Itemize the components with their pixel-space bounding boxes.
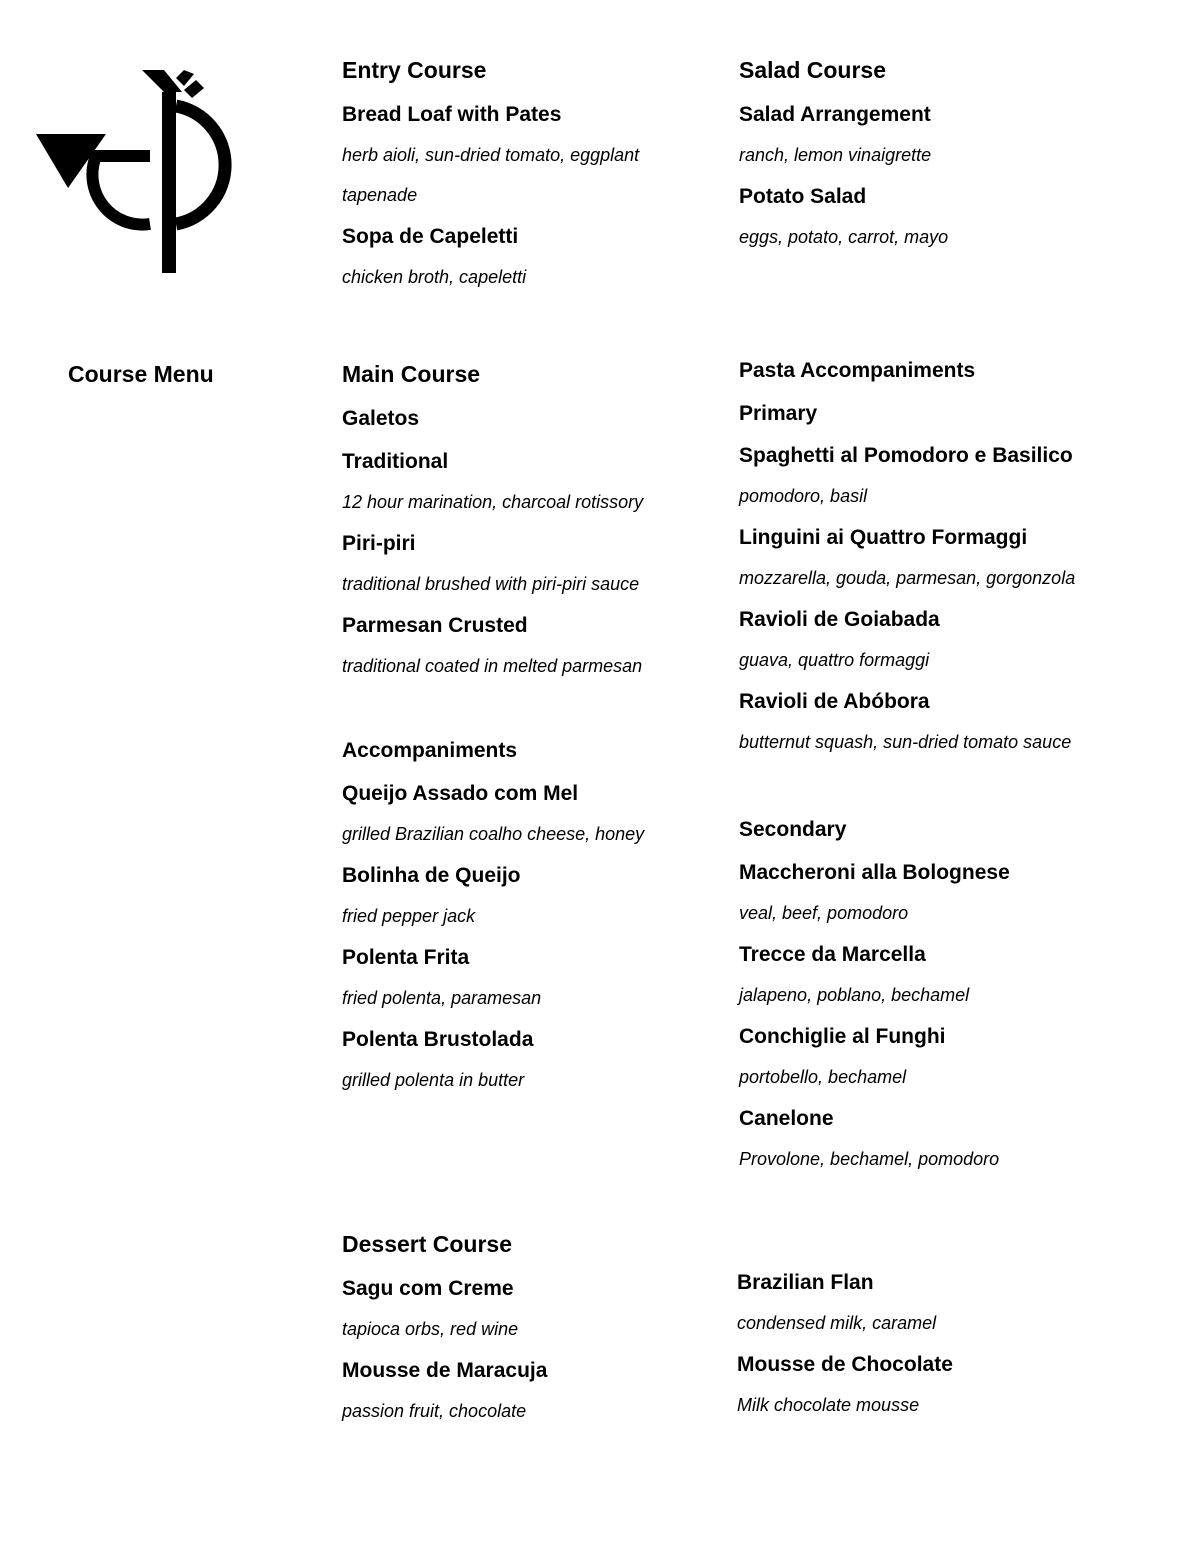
entry-course-section xyxy=(342,56,722,288)
salad-course-section xyxy=(739,56,1159,248)
menu-item-description: jalapeno, poblano, bechamel xyxy=(739,985,970,1005)
menu-item-description: 12 hour marination, charcoal rotissory xyxy=(342,492,644,512)
accompaniments-section xyxy=(342,738,722,1091)
menu-item-name: Bolinha de Queijo xyxy=(342,864,521,887)
dessert-course-section xyxy=(342,1230,722,1422)
section-heading: Dessert Course xyxy=(342,1231,513,1257)
section-heading: Accompaniments xyxy=(342,739,518,762)
dessert-course-section-right xyxy=(737,1270,1177,1416)
menu-item-name: Queijo Assado com Mel xyxy=(342,782,579,805)
menu-item-description: butternut squash, sun-dried tomato sauce xyxy=(739,732,1072,752)
pasta-secondary-section xyxy=(739,817,1179,1170)
menu-item-name: Piri-piri xyxy=(342,532,416,555)
menu-item-name: Parmesan Crusted xyxy=(342,614,528,637)
menu-group-heading: Galetos xyxy=(342,407,420,430)
menu-item-name: Bread Loaf with Pates xyxy=(342,103,562,126)
menu-item-description: passion fruit, chocolate xyxy=(342,1401,527,1421)
menu-item-name: Spaghetti al Pomodoro e Basilico xyxy=(739,444,1073,467)
menu-item-description: grilled Brazilian coalho cheese, honey xyxy=(342,824,645,844)
menu-item-description: herb aioli, sun-dried tomato, eggplant xyxy=(342,145,640,165)
menu-item-name: Salad Arrangement xyxy=(739,103,931,126)
main-course-section xyxy=(342,360,722,677)
menu-item-name: Polenta Brustolada xyxy=(342,1028,534,1051)
page-title: Course Menu xyxy=(68,361,214,387)
menu-item-description: eggs, potato, carrot, mayo xyxy=(739,227,949,247)
pasta-primary-section xyxy=(739,358,1179,753)
menu-item-description: mozzarella, gouda, parmesan, gorgonzola xyxy=(739,568,1076,588)
menu-item-description: pomodoro, basil xyxy=(739,486,868,506)
menu-item-name: Mousse de Chocolate xyxy=(737,1353,953,1376)
menu-item-description: condensed milk, caramel xyxy=(737,1313,937,1333)
menu-item-name: Polenta Frita xyxy=(342,946,470,969)
menu-group-heading: Secondary xyxy=(739,818,847,841)
menu-item-description: Milk chocolate mousse xyxy=(737,1395,920,1415)
menu-item-description: veal, beef, pomodoro xyxy=(739,903,909,923)
menu-item-description: Provolone, bechamel, pomodoro xyxy=(739,1149,1000,1169)
section-heading: Main Course xyxy=(342,361,481,387)
menu-item-name: Potato Salad xyxy=(739,185,867,208)
menu-item-description: chicken broth, capeletti xyxy=(342,267,527,287)
menu-item-name: Mousse de Maracuja xyxy=(342,1359,548,1382)
menu-item-name: Trecce da Marcella xyxy=(739,943,926,966)
menu-item-description: grilled polenta in butter xyxy=(342,1070,525,1090)
menu-item-description: traditional brushed with piri-piri sauce xyxy=(342,574,640,594)
menu-item-name: Ravioli de Abóbora xyxy=(739,690,930,713)
menu-item-description: fried pepper jack xyxy=(342,906,476,926)
section-heading: Salad Course xyxy=(739,57,886,83)
menu-item-description: ranch, lemon vinaigrette xyxy=(739,145,932,165)
menu-item-description: fried polenta, paramesan xyxy=(342,988,542,1008)
menu-item-name: Conchiglie al Funghi xyxy=(739,1025,946,1048)
logo-mark-icon xyxy=(34,66,234,278)
menu-item-name: Linguini ai Quattro Formaggi xyxy=(739,526,1028,549)
menu-item-name: Ravioli de Goiabada xyxy=(739,608,940,631)
menu-item-description: tapenade xyxy=(342,185,418,205)
menu-item-description: guava, quattro formaggi xyxy=(739,650,930,670)
menu-item-description: traditional coated in melted parmesan xyxy=(342,656,643,676)
menu-item-description: portobello, bechamel xyxy=(739,1067,907,1087)
menu-item-name: Traditional xyxy=(342,450,449,473)
menu-item-description: tapioca orbs, red wine xyxy=(342,1319,519,1339)
menu-item-name: Canelone xyxy=(739,1107,834,1130)
section-heading: Pasta Accompaniments xyxy=(739,359,976,382)
menu-item-name: Sopa de Capeletti xyxy=(342,225,519,248)
menu-item-name: Brazilian Flan xyxy=(737,1271,874,1294)
restaurant-logo xyxy=(34,66,234,278)
menu-item-name: Sagu com Creme xyxy=(342,1277,514,1300)
menu-item-name: Maccheroni alla Bolognese xyxy=(739,861,1010,884)
section-heading: Entry Course xyxy=(342,57,487,83)
menu-group-heading: Primary xyxy=(739,402,818,425)
